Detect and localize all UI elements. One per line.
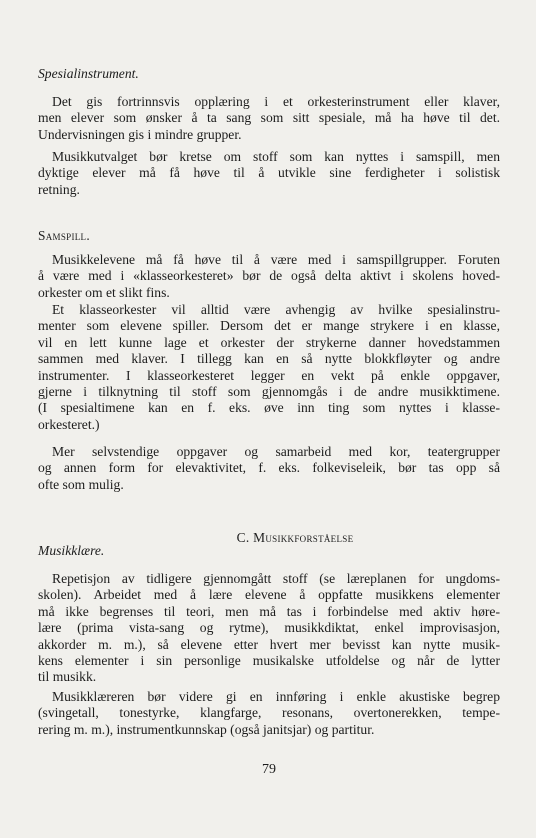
section-samspill [38,228,500,244]
text-line: rering m. m.), instrumentkunnskap (også janitsjar) og partitur. [38,721,375,737]
text-line: Mer selvstendige oppgaver og samarbeid med kor, teatergrupper [52,444,500,459]
text-line: retning. [38,181,80,197]
text-line: kens elementer i sin personlige musikalske utfoldelse og når de lytter [38,652,500,668]
text-line: til musikk. [38,669,97,685]
text-line: skolen). Arbeidet med å lære elevene å oppfatte musikkens elementer [38,587,500,603]
text-line: Det gis fortrinnsvis opplæring i et orkesterinstrument eller klaver, [52,94,500,109]
section-musikklaere [38,543,500,559]
text-line: orkester om et slikt fins. [38,284,170,300]
text-line: vil en lett kunne lage et orkester der strykerne danner hovedstammen [38,334,500,350]
text-line: menter som elevene spiller. Dersom det er mange strykere i en klasse, [38,318,500,334]
text-line: Repetisjon av tidligere gjennomgått stoff (se læreplanen for ungdoms- [52,571,500,586]
text-line: (I spesialtimene kan en f. eks. øve inn ting som nyttes i klasse- [38,400,500,416]
text-line: lære (prima vista-sang og rytme), musikkdiktat, enkel improvisasjon, [38,620,500,636]
text-line: akkorder m. m.), så elevene etter hvert mer bevisst kan nytte musik- [38,636,500,652]
section-spesialinstrument [38,66,500,82]
text-line: men elever som ønsker å ta sang som sitt spesiale, må ha høve til det. [38,110,500,126]
text-line: å være med i «klasseorkesteret» bør de også delta aktivt i skolens hoved- [38,268,500,284]
text-line: må ikke begrenses til teori, men må tas i forbindelse med aktiv høre- [38,603,500,619]
text-line: og annen form for elevaktivitet, f. eks. folkeviseleik, bør tas opp så [38,460,500,476]
text-line: (svingetall, tonestyrke, klangfarge, resonans, overtonerekken, tempe- [38,705,500,721]
text-line: Et klasseorkester vil alltid være avhengig av hvilke spesialinstru- [52,302,500,317]
paragraph [38,302,500,433]
paragraph [38,149,500,198]
text-line: Undervisningen gis i mindre grupper. [38,126,242,142]
text-line: Musikklæreren bør videre gi en innføring i enkle akustiske begrep [52,689,500,704]
page-number: 79 [262,762,276,777]
section-heading: Spesialinstrument. [38,66,139,81]
text-line: orkesteret.) [38,416,100,432]
chapter-title-text: C. Musikkforståelse [236,530,354,545]
text-line: instrumenter. I klasseorkesteret legger en vekt på enkle oppgaver, [38,367,500,383]
paragraph [38,252,500,301]
text-line: ofte som mulig. [38,476,124,492]
section-heading: Musikklære. [38,543,105,558]
text-line: Musikkutvalget bør kretse om stoff som kan nyttes i samspill, men [52,149,500,164]
text-line: Musikkelevene må få høve til å være med i samspillgrupper. Foruten [52,252,500,267]
paragraph [38,571,500,686]
paragraph [38,689,500,738]
text-line: sammen med klaver. I tillegg kan en så nytte blokkfløyter og andre [38,351,500,367]
text-line: dyktige elever må få høve til å utvikle sine ferdigheter i solistisk [38,165,500,181]
paragraph [38,94,500,143]
section-heading: Samspill. [38,228,90,243]
paragraph [38,444,500,493]
text-line: gjerne i tilknytning til stoff som gjennomgås i de andre musikktimene. [38,383,500,399]
